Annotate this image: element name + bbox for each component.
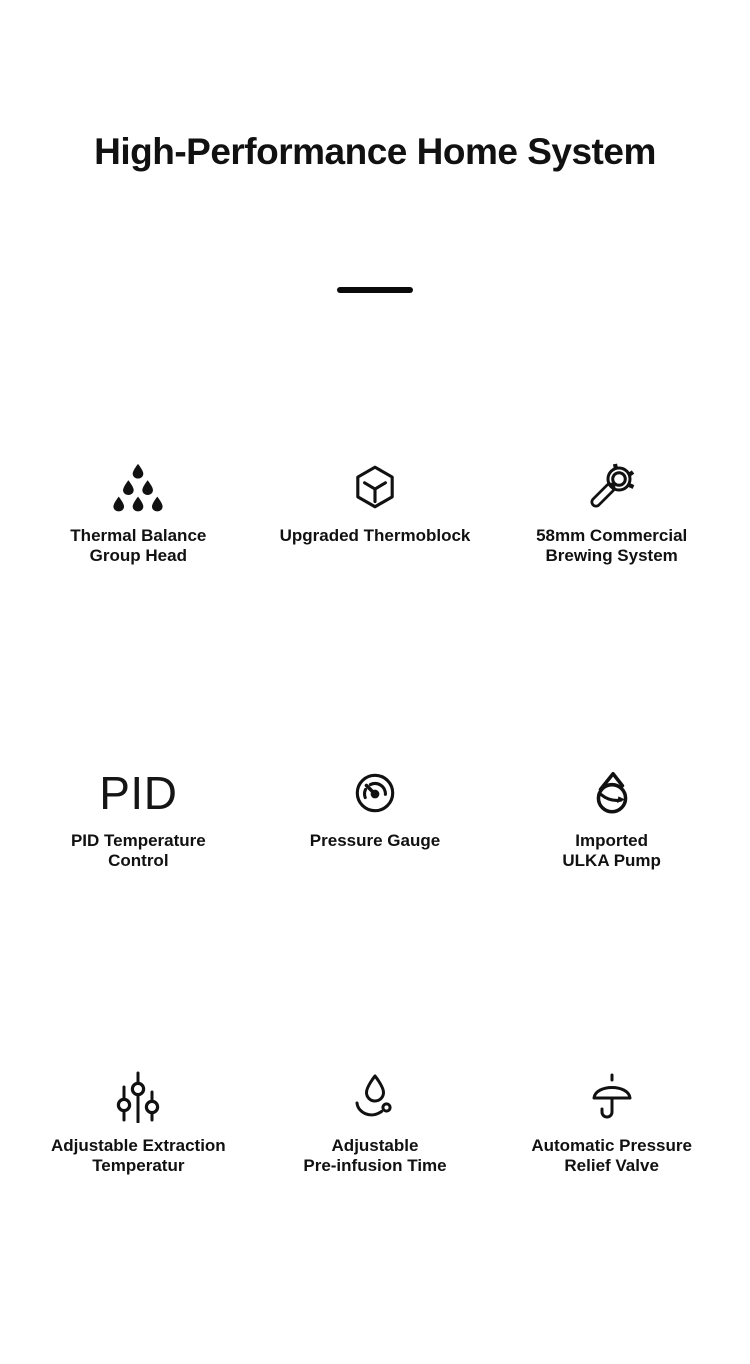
gauge-icon — [350, 754, 400, 818]
feature-label: Adjustable Extraction Temperatur — [50, 1136, 226, 1175]
portafilter-icon — [586, 449, 638, 513]
page-title: High-Performance Home System — [94, 131, 656, 172]
feature-label: Automatic Pressure Relief Valve — [531, 1136, 692, 1175]
pid-text: PID — [99, 767, 178, 819]
feature-pre-infusion — [257, 1059, 494, 1364]
sliders-icon — [113, 1059, 163, 1123]
feature-ulka-pump — [493, 754, 730, 1059]
feature-pressure-relief — [493, 1059, 730, 1364]
feature-label: Adjustable Pre-infusion Time — [303, 1136, 447, 1175]
title-divider — [337, 287, 413, 293]
cube-icon — [350, 449, 400, 513]
feature-thermal-balance — [20, 449, 257, 754]
feature-pressure-gauge — [257, 754, 494, 1059]
feature-extraction-temperature — [20, 1059, 257, 1364]
feature-label: 58mm Commercial Brewing System — [536, 526, 688, 565]
feature-brewing-system — [493, 449, 730, 754]
feature-label: Upgraded Thermoblock — [279, 526, 471, 545]
feature-label: Pressure Gauge — [309, 831, 441, 850]
water-drops-icon — [111, 449, 165, 513]
feature-label: Imported ULKA Pump — [562, 831, 661, 870]
feature-label: Thermal Balance Group Head — [70, 526, 207, 565]
feature-grid — [20, 449, 730, 1364]
feature-pid — [20, 754, 257, 1059]
umbrella-icon — [587, 1059, 637, 1123]
feature-label: PID Temperature Control — [70, 831, 206, 870]
feature-thermoblock — [257, 449, 494, 754]
drop-infusion-icon — [350, 1059, 400, 1123]
pump-icon — [587, 754, 637, 818]
